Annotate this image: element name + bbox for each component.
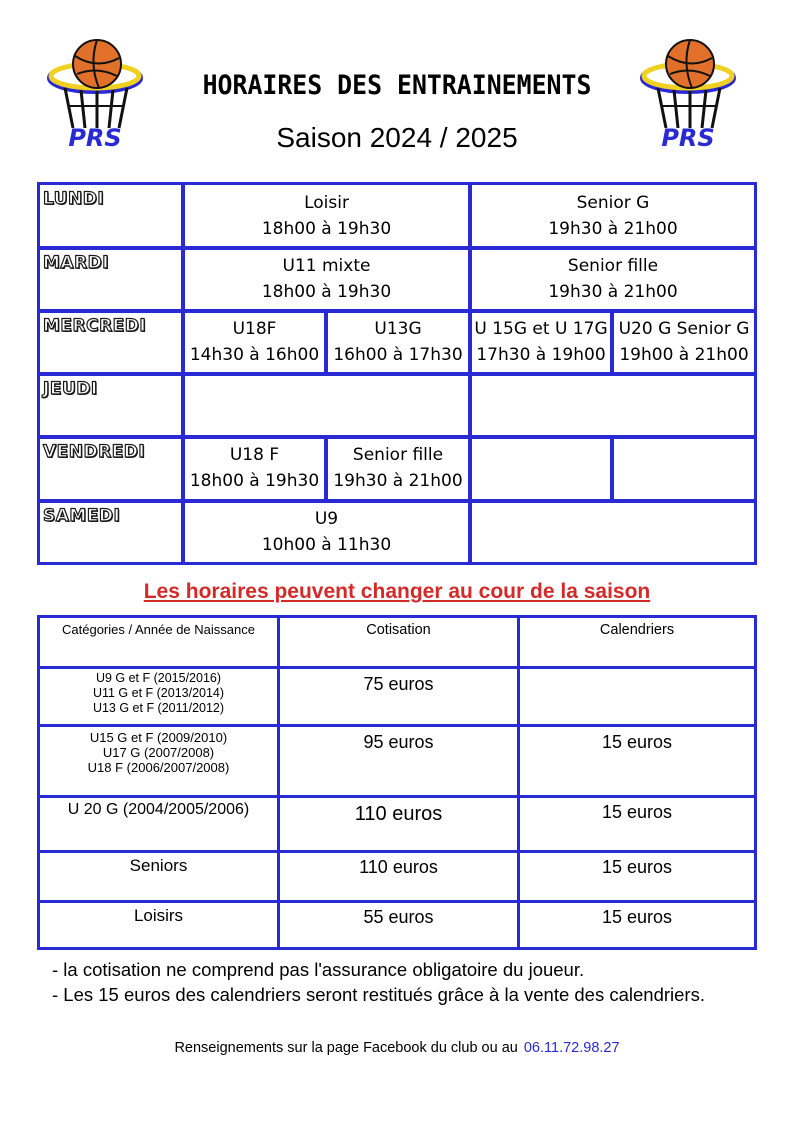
- col-divider: [610, 437, 614, 501]
- session-time: 18h00 à 19h30: [189, 471, 320, 491]
- row-divider: [40, 246, 754, 250]
- calendar-cell: 15 euros: [601, 732, 673, 752]
- session-time: 19h00 à 21h00: [619, 345, 749, 365]
- footer: [0, 1040, 794, 1056]
- category-line: U11 G et F (2013/2014): [92, 686, 225, 700]
- session-cell: [185, 316, 324, 368]
- fee-cell: 110 euros: [354, 803, 443, 825]
- category-line: U9 G et F (2015/2016): [95, 671, 222, 685]
- session-group: U18F: [232, 319, 277, 339]
- day-samedi: SAMEDI: [43, 506, 121, 526]
- fees-table: [37, 615, 757, 950]
- session-time: 18h00 à 19h30: [261, 219, 392, 239]
- session-cell: [328, 442, 468, 494]
- row-divider: [40, 372, 754, 376]
- session-cell: [185, 190, 468, 242]
- calendar-cell: 15 euros: [601, 907, 673, 927]
- schedule-warning: Les horaires peuvent changer au cour de la saison: [143, 580, 651, 603]
- row-divider: [40, 309, 754, 313]
- note-line: - Les 15 euros des calendriers seront restitués grâce à la vente des calendriers.: [52, 983, 705, 1005]
- season-subtitle: Saison 2024 / 2025: [276, 122, 518, 153]
- session-group: Senior fille: [352, 445, 444, 465]
- header-categories: Catégories / Année de Naissance: [62, 622, 255, 637]
- row-divider: [40, 666, 754, 669]
- session-cell: [328, 316, 468, 368]
- session-time: 19h30 à 21h00: [548, 219, 678, 239]
- session-cell: [185, 442, 324, 494]
- session-group: Loisir: [304, 193, 349, 213]
- category-line: U15 G et F (2009/2010): [89, 730, 228, 745]
- fee-cell: 55 euros: [363, 907, 434, 927]
- row-divider: [40, 900, 754, 903]
- category-line: Seniors: [129, 856, 188, 875]
- footer-text: Renseignements sur la page Facebook du club ou au: [174, 1040, 518, 1056]
- schedule-table: [37, 182, 757, 565]
- session-time: 17h30 à 19h00: [476, 345, 606, 365]
- session-group: U20 G Senior G: [618, 319, 750, 339]
- session-group: U9: [314, 509, 339, 529]
- day-jeudi: JEUDI: [43, 379, 98, 399]
- day-vendredi: VENDREDI: [43, 442, 146, 462]
- session-time: 18h00 à 19h30: [261, 282, 392, 302]
- category-cell: [40, 856, 277, 876]
- calendar-cell: 15 euros: [601, 857, 673, 877]
- category-line: U 20 G (2004/2005/2006): [67, 801, 250, 818]
- row-divider: [40, 435, 754, 439]
- day-mardi: MARDI: [43, 253, 110, 273]
- row-divider: [40, 499, 754, 503]
- fee-cell: 75 euros: [363, 674, 434, 694]
- session-time: 16h00 à 17h30: [333, 345, 463, 365]
- fee-cell: 110 euros: [359, 857, 438, 877]
- category-line: U17 G (2007/2008): [102, 745, 215, 760]
- page-title: HORAIRES DES ENTRAINEMENTS: [202, 70, 592, 101]
- session-group: U11 mixte: [282, 256, 371, 276]
- notes: [52, 958, 742, 1007]
- session-cell: [472, 316, 610, 368]
- session-cell: [185, 253, 468, 305]
- day-mercredi: MERCREDI: [43, 316, 147, 336]
- header-calendriers: Calendriers: [599, 622, 675, 638]
- fee-cell: 95 euros: [363, 732, 434, 752]
- logo-text: PRS: [661, 124, 715, 152]
- category-cell: [40, 730, 277, 775]
- note-line: - la cotisation ne comprend pas l'assurance obligatoire du joueur.: [52, 959, 585, 980]
- session-cell: [614, 316, 754, 368]
- category-cell: [40, 906, 277, 926]
- row-divider: [40, 795, 754, 798]
- category-cell: [40, 671, 277, 716]
- session-group: U 15G et U 17G: [474, 319, 608, 339]
- row-divider: [40, 724, 754, 727]
- session-cell: [185, 506, 468, 558]
- session-time: 14h30 à 16h00: [189, 345, 320, 365]
- session-time: 19h30 à 21h00: [333, 471, 463, 491]
- session-group: U13G: [374, 319, 422, 339]
- session-time: 19h30 à 21h00: [548, 282, 678, 302]
- row-divider: [40, 850, 754, 853]
- day-lundi: LUNDI: [43, 189, 105, 209]
- session-cell: [472, 190, 754, 242]
- phone-number: 06.11.72.98.27: [523, 1040, 620, 1056]
- logo-text: PRS: [68, 124, 122, 152]
- calendar-cell: 15 euros: [601, 802, 673, 822]
- category-cell: [40, 801, 277, 819]
- session-cell: [472, 253, 754, 305]
- session-time: 10h00 à 11h30: [261, 535, 392, 555]
- header-cotisation: Cotisation: [366, 622, 431, 638]
- session-group: Senior fille: [567, 256, 659, 276]
- category-line: Loisirs: [133, 906, 184, 925]
- session-group: Senior G: [576, 193, 650, 213]
- category-line: U13 G et F (2011/2012): [92, 701, 225, 715]
- session-group: U18 F: [229, 445, 280, 465]
- category-line: U18 F (2006/2007/2008): [87, 760, 230, 775]
